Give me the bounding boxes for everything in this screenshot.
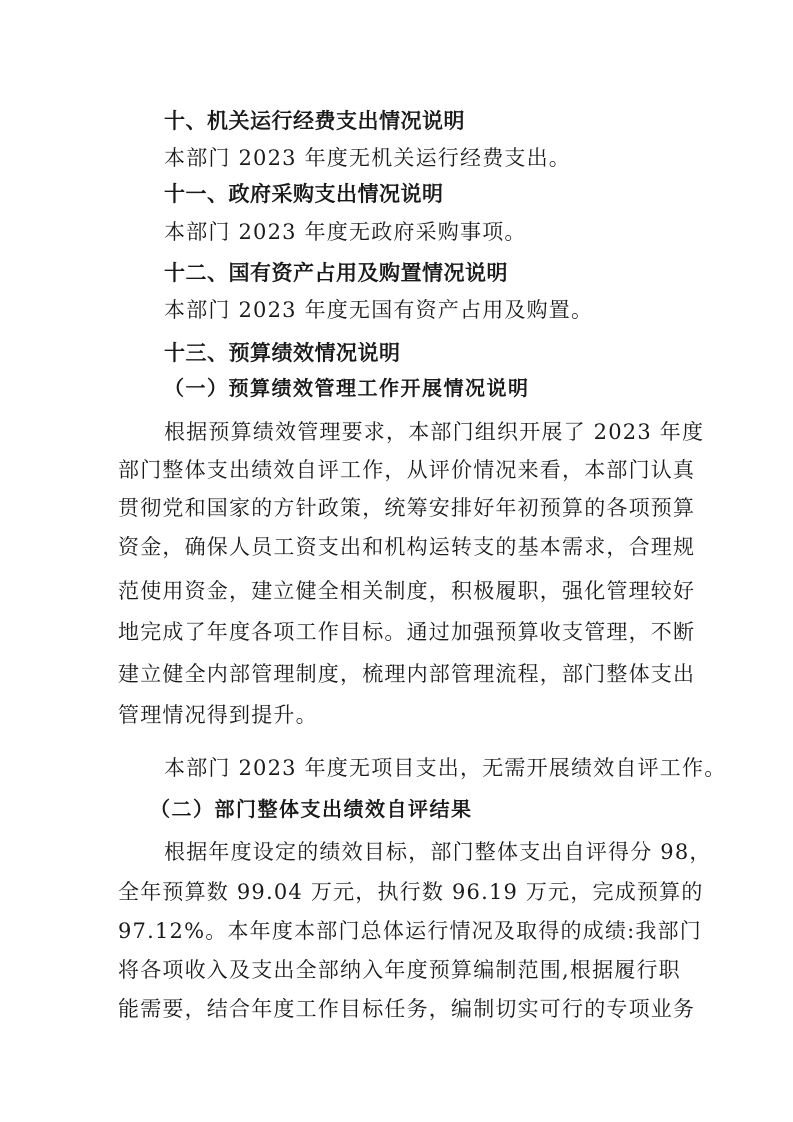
paragraph-line: 管理情况得到提升。	[118, 703, 318, 727]
subsection-heading-1: （一）预算绩效管理工作开展情况说明	[164, 376, 530, 400]
section-body-10: 本部门 2023 年度无机关运行经费支出。	[164, 146, 571, 170]
paragraph-line: 地完成了年度各项工作目标。通过加强预算收支管理，不断	[118, 620, 696, 644]
paragraph-line: 根据年度设定的绩效目标，部门整体支出自评得分 98，	[164, 840, 712, 864]
section-body-11: 本部门 2023 年度无政府采购事项。	[164, 220, 527, 244]
section-heading-10: 十、机关运行经费支出情况说明	[164, 109, 465, 133]
paragraph-line: 将各项收入及支出全部纳入年度预算编制范围,根据履行职	[118, 958, 681, 982]
section-body-12: 本部门 2023 年度无国有资产占用及购置。	[164, 298, 594, 322]
paragraph-line: 全年预算数 99.04 万元，执行数 96.19 万元，完成预算的	[118, 880, 704, 904]
paragraph-line: 根据预算绩效管理要求，本部门组织开展了 2023 年度	[164, 420, 705, 444]
paragraph-line: 97.12%。本年度本部门总体运行情况及取得的成绩:我部门	[118, 919, 702, 943]
paragraph-line: 资金，确保人员工资支出和机构运转支的基本需求，合理规	[118, 535, 696, 559]
paragraph-line: 能需要，结合年度工作目标任务，编制切实可行的专项业务	[118, 997, 696, 1021]
paragraph-line: 部门整体支出绩效自评工作，从评价情况来看，本部门认真	[118, 458, 696, 482]
section-heading-12: 十二、国有资产占用及购置情况说明	[164, 261, 508, 285]
section-heading-13: 十三、预算绩效情况说明	[164, 341, 401, 365]
paragraph-line: 本部门 2023 年度无项目支出，无需开展绩效自评工作。	[164, 756, 727, 780]
paragraph-line: 贯彻党和国家的方针政策，统筹安排好年初预算的各项预算	[118, 496, 696, 520]
subsection-heading-2: （二）部门整体支出绩效自评结果	[150, 797, 473, 821]
paragraph-line: 建立健全内部管理制度，梳理内部管理流程，部门整体支出	[118, 662, 696, 686]
paragraph-line: 范使用资金，建立健全相关制度，积极履职，强化管理较好	[118, 579, 696, 603]
section-heading-11: 十一、政府采购支出情况说明	[164, 182, 444, 206]
